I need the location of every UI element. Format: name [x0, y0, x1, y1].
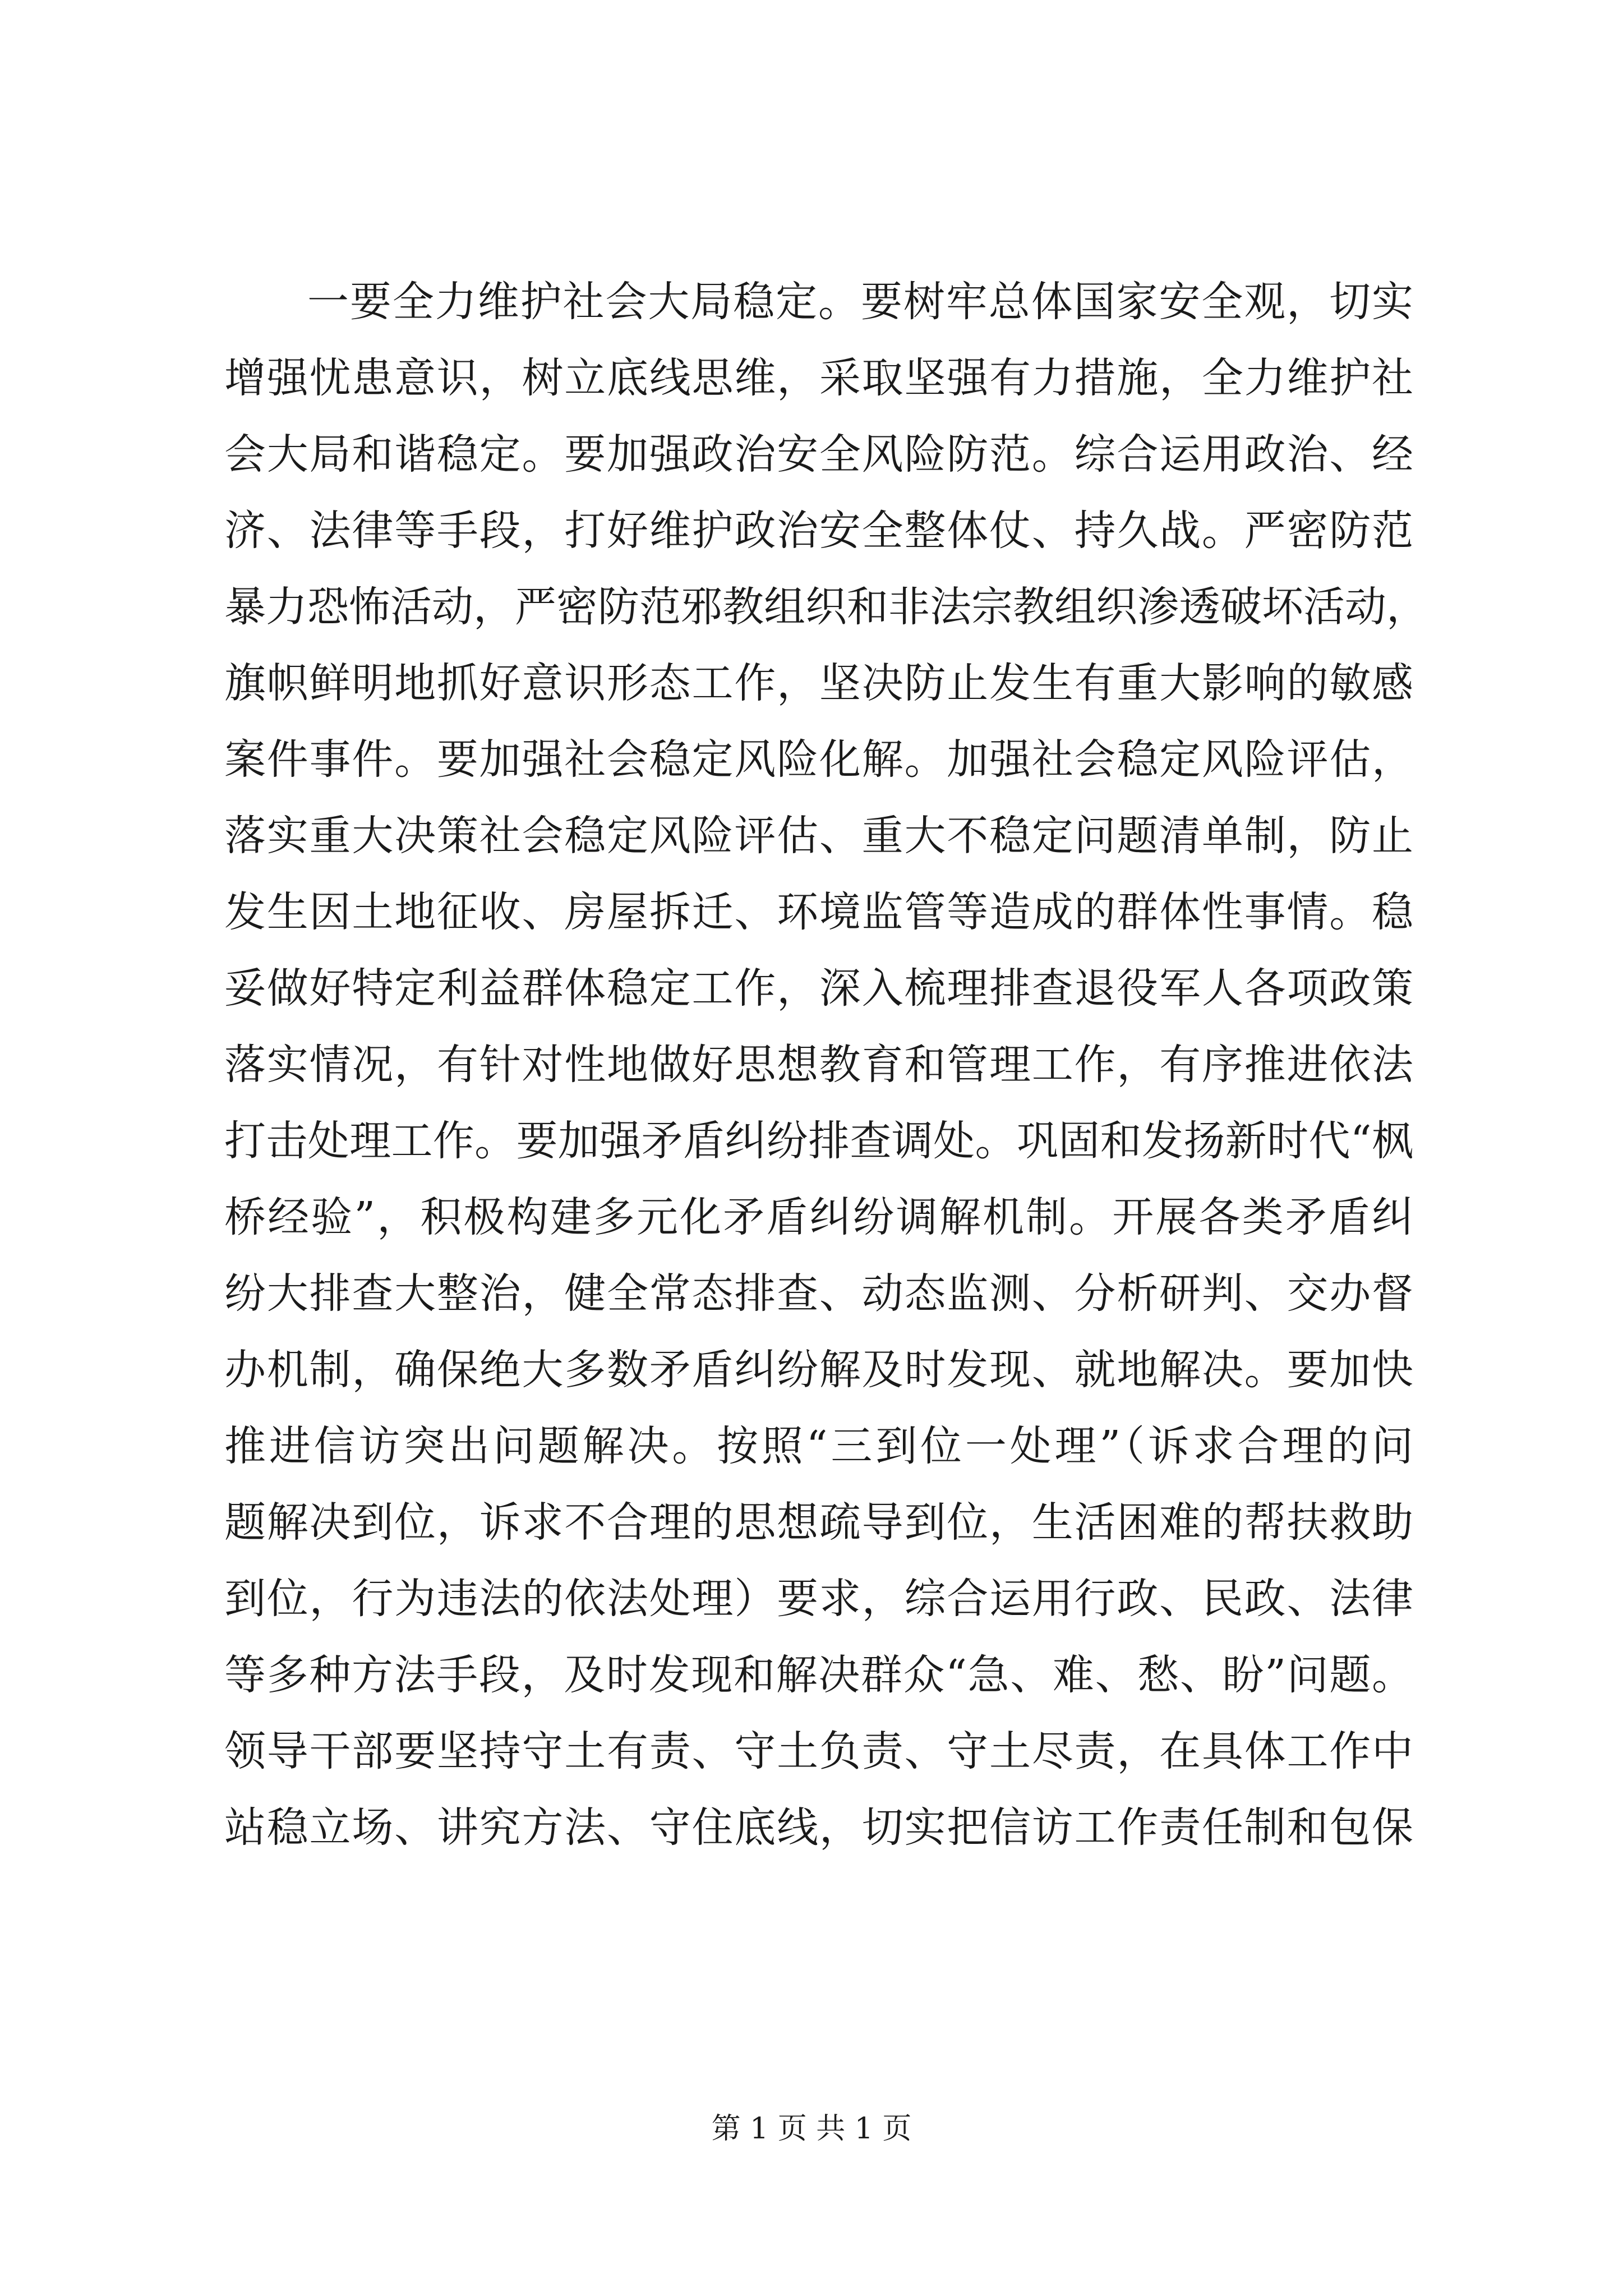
text-line: 到位，行为违法的依法处理）要求，综合运用行政、民政、法律 [224, 1575, 1413, 1623]
text-line: 一要全力维护社会大局稳定。要树牢总体国家安全观，切实 [307, 278, 1413, 326]
text-line: 桥经验”，积极构建多元化矛盾纠纷调解机制。开展各类矛盾纠 [224, 1193, 1413, 1241]
text-line: 纷大排查大整治，健全常态排查、动态监测、分析研判、交办督 [224, 1269, 1413, 1318]
text-line: 站稳立场、讲究方法、守住底线，切实把信访工作责任制和包保 [224, 1803, 1413, 1852]
text-line: 暴力恐怖活动，严密防范邪教组织和非法宗教组织渗透破坏活动， [224, 583, 1428, 631]
text-line: 增强忧患意识，树立底线思维，采取坚强有力措施，全力维护社 [224, 354, 1413, 402]
text-line: 办机制，确保绝大多数矛盾纠纷解及时发现、就地解决。要加快 [224, 1346, 1413, 1394]
text-line: 发生因土地征收、房屋拆迁、环境监管等造成的群体性事情。稳 [224, 888, 1413, 936]
text-line: 推进信访突出问题解决。按照“三到位一处理”（诉求合理的问 [224, 1422, 1413, 1470]
text-line: 济、法律等手段，打好维护政治安全整体仗、持久战。严密防范 [224, 507, 1413, 555]
text-line: 领导干部要坚持守土有责、守土负责、守土尽责，在具体工作中 [224, 1727, 1413, 1775]
text-line: 旗帜鲜明地抓好意识形态工作，坚决防止发生有重大影响的敏感 [224, 659, 1413, 707]
text-line: 案件事件。要加强社会稳定风险化解。加强社会稳定风险评估， [224, 735, 1413, 784]
text-line: 会大局和谐稳定。要加强政治安全风险防范。综合运用政治、经 [224, 430, 1413, 478]
text-line: 落实重大决策社会稳定风险评估、重大不稳定问题清单制，防止 [224, 812, 1413, 860]
text-line: 题解决到位，诉求不合理的思想疏导到位，生活困难的帮扶救助 [224, 1498, 1413, 1547]
text-line: 等多种方法手段，及时发现和解决群众“急、难、愁、盼”问题。 [224, 1651, 1413, 1699]
text-line: 落实情况，有针对性地做好思想教育和管理工作，有序推进依法 [224, 1041, 1413, 1089]
body-paragraph [224, 264, 1428, 1866]
page-number-footer: 第 1 页 共 1 页 [711, 2112, 912, 2146]
text-line: 打击处理工作。要加强矛盾纠纷排查调处。巩固和发扬新时代“枫 [224, 1117, 1413, 1165]
text-line: 妥做好特定利益群体稳定工作，深入梳理排查退役军人各项政策 [224, 964, 1413, 1013]
